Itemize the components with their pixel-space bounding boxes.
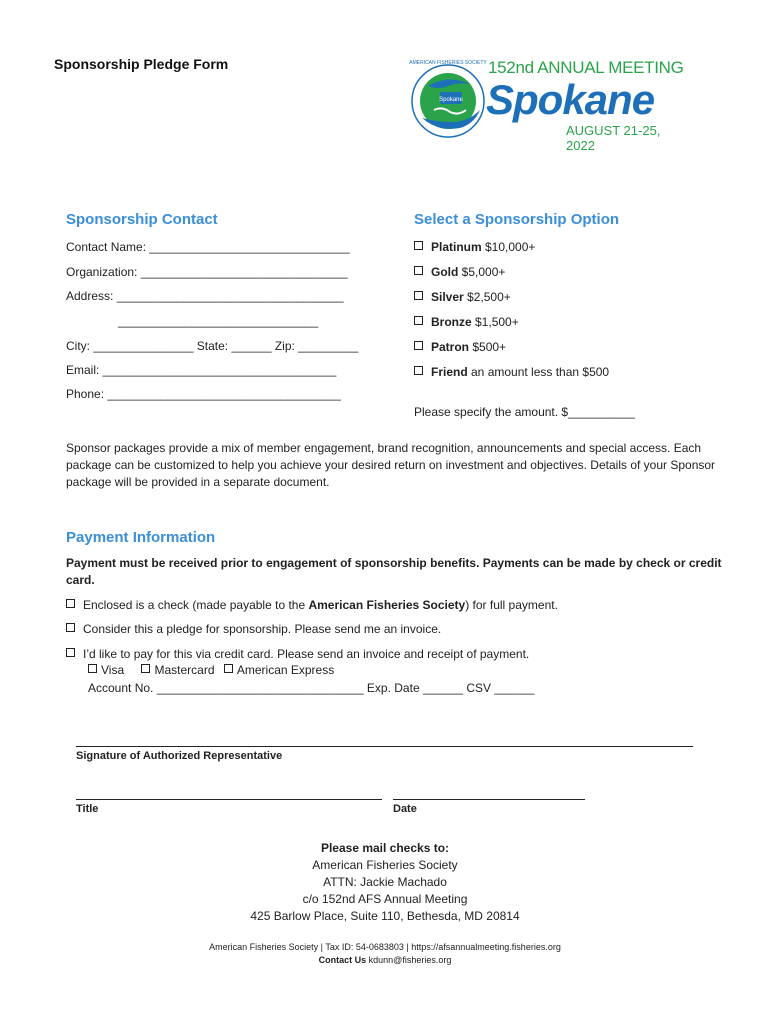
mail-block [0, 840, 770, 925]
title-line[interactable] [76, 799, 382, 800]
checkbox-icon[interactable] [224, 664, 233, 673]
option-patron[interactable]: Patron $500+ [414, 340, 506, 354]
date-label: Date [393, 803, 417, 815]
specify-amount-field[interactable]: Please specify the amount. $__________ [414, 405, 635, 419]
checkbox-icon[interactable] [66, 648, 75, 657]
card-type-options [88, 663, 334, 677]
card-amex-option[interactable]: American Express [224, 663, 334, 677]
option-gold[interactable]: Gold $5,000+ [414, 265, 505, 279]
option-silver[interactable]: Silver $2,500+ [414, 290, 511, 304]
payment-notice: Payment must be received prior to engagement of sponsorship benefits. Payments can be made by check or credit card. [66, 556, 722, 587]
signature-label: Signature of Authorized Representative [76, 750, 283, 762]
pay-by-credit-option[interactable]: I’d like to pay for this via credit card. Please send an invoice and receipt of payment. [66, 647, 529, 661]
card-visa-option[interactable]: Visa [88, 663, 124, 677]
checkbox-icon[interactable] [66, 599, 75, 608]
footer-info: American Fisheries Society | Tax ID: 54-0683803 | https://afsannualmeeting.fisheries.org [209, 942, 561, 952]
checkbox-icon[interactable] [66, 623, 75, 632]
package-description: Sponsor packages provide a mix of member engagement, brand recognition, announcements and special access. Each package can be customized to help you achieve your desired return on investment and objectives. Details of your Sponsor package will be provided in a separate document. [66, 441, 716, 489]
account-number-field[interactable]: Account No. _______________________________ Exp. Date ______ CSV ______ [88, 681, 535, 695]
meeting-logo [408, 56, 688, 153]
pay-by-invoice-option[interactable]: Consider this a pledge for sponsorship. Please send me an invoice. [66, 622, 441, 636]
options-heading: Select a Sponsorship Option [414, 211, 620, 228]
title-label: Title [76, 803, 99, 815]
checkbox-icon[interactable] [414, 291, 423, 300]
option-platinum[interactable]: Platinum $10,000+ [414, 240, 535, 254]
address-line2-field[interactable]: ______________________________ [118, 314, 319, 328]
page-title: Sponsorship Pledge Form [54, 56, 229, 72]
mail-line: c/o 152nd AFS Annual Meeting [302, 892, 468, 906]
footer [0, 941, 770, 967]
checkbox-icon[interactable] [414, 266, 423, 275]
option-friend[interactable]: Friend an amount less than $500 [414, 365, 609, 379]
checkbox-icon[interactable] [414, 316, 423, 325]
footer-contact: Contact Us kdunn@fisheries.org [318, 955, 452, 965]
date-line[interactable] [393, 799, 585, 800]
payment-heading: Payment Information [66, 529, 216, 546]
contact-name-field[interactable]: Contact Name: ______________________________ [66, 240, 350, 254]
mail-line: ATTN: Jackie Machado [323, 875, 447, 889]
address-field[interactable]: Address: __________________________________ [66, 289, 344, 303]
email-field[interactable]: Email: ___________________________________ [66, 363, 337, 377]
mail-line: American Fisheries Society [312, 858, 458, 872]
checkbox-icon[interactable] [414, 366, 423, 375]
city-state-zip-field[interactable]: City: _______________ State: ______ Zip: _________ [66, 339, 359, 353]
signature-line[interactable] [76, 746, 693, 747]
logo-meeting-line: 152nd ANNUAL MEETING [488, 58, 684, 77]
logo-city: Spokane [486, 76, 655, 123]
checkbox-icon[interactable] [414, 341, 423, 350]
afs-seal-icon [408, 56, 488, 146]
phone-field[interactable]: Phone: ___________________________________ [66, 387, 341, 401]
checkbox-icon[interactable] [88, 664, 97, 673]
checkbox-icon[interactable] [141, 664, 150, 673]
seal-text: AMERICAN FISHERIES SOCIETY [409, 60, 487, 66]
mail-heading: Please mail checks to: [320, 841, 450, 855]
organization-field[interactable]: Organization: _______________________________ [66, 265, 348, 279]
seal-badge: Spokane [439, 97, 463, 103]
contact-email-link[interactable]: kdunn@fisheries.org [366, 955, 452, 965]
option-bronze[interactable]: Bronze $1,500+ [414, 315, 519, 329]
contact-heading: Sponsorship Contact [66, 211, 218, 228]
checkbox-icon[interactable] [414, 241, 423, 250]
card-mastercard-option[interactable]: Mastercard [141, 663, 214, 677]
mail-line: 425 Barlow Place, Suite 110, Bethesda, MD 20814 [250, 909, 520, 923]
pay-by-check-option[interactable]: Enclosed is a check (made payable to the American Fisheries Society) for full payment. [66, 598, 558, 612]
logo-dates: AUGUST 21-25, 2022 [566, 123, 661, 153]
